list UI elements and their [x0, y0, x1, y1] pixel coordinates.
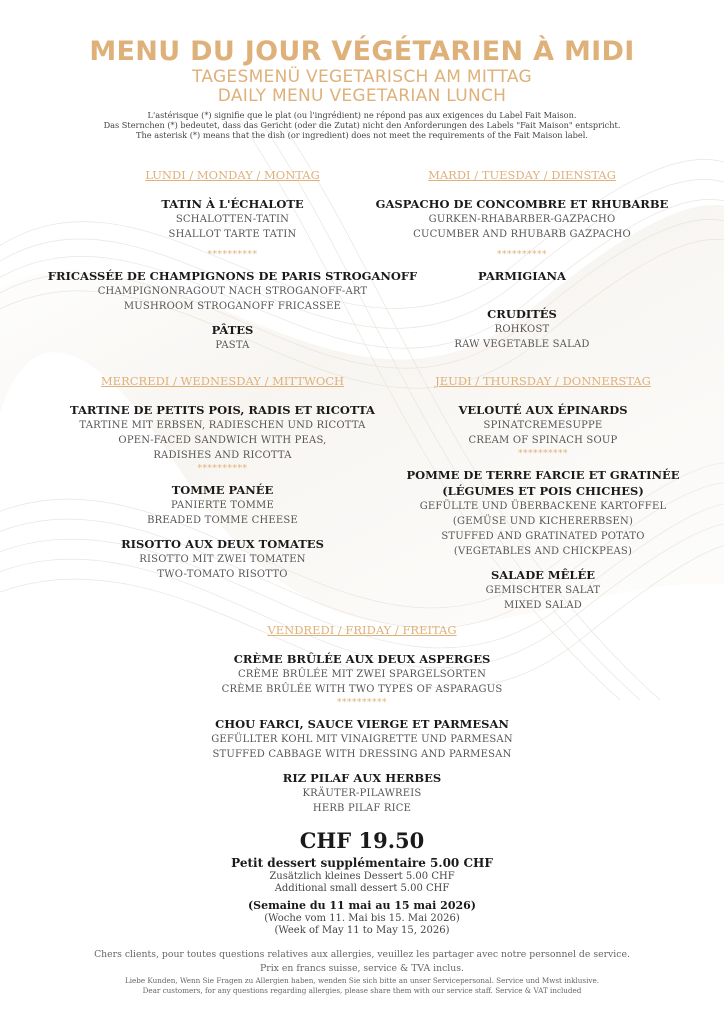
allergy-note-de: Liebe Kunden, Wenn Sie Fragen zu Allergien haben, wenden Sie sich bitte an unser Servicepersonal. Service und Mwst inklusive. — [124, 976, 600, 985]
dish — [385, 402, 701, 448]
dish-name-de: SCHALOTTEN-TATIN — [175, 214, 290, 225]
menu-price: CHF 19.50 — [299, 828, 425, 853]
dish-name-de: KRÄUTER-PILAWREIS — [302, 788, 422, 799]
dish-name: CRÈME BRÛLÉE AUX DEUX ASPERGES — [233, 652, 491, 666]
week-range-de: (Woche vom 11. Mai bis 15. Mai 2026) — [264, 913, 460, 924]
dish-name-en: CREAM OF SPINACH SOUP — [468, 435, 618, 446]
day-wednesday — [60, 374, 385, 590]
asterisk-notes — [0, 110, 724, 140]
dish-name-de: ROHKOST — [494, 324, 550, 335]
separator-stars: ********** — [497, 250, 547, 260]
allergy-note-en: Dear customers, for any questions regarding allergies, please share them with our service staff. Service & VAT included — [142, 986, 582, 995]
day-heading-wednesday: MERCREDI / WEDNESDAY / MITTWOCH — [100, 374, 345, 388]
dish — [60, 482, 385, 528]
separator-stars: ********** — [337, 698, 387, 708]
dish — [162, 770, 562, 816]
dish-name: VELOUTÉ AUX ÉPINARDS — [458, 403, 628, 417]
dish-name: TARTINE DE PETITS POIS, RADIS ET RICOTTA — [70, 403, 375, 417]
dish-name-de: SPINATCREMESUPPE — [483, 420, 603, 431]
dish — [385, 567, 701, 613]
dish-name-de: GEMISCHTER SALAT — [485, 585, 601, 596]
dish-name-en: RAW VEGETABLE SALAD — [454, 339, 590, 350]
dish — [60, 402, 385, 463]
dish — [372, 306, 672, 352]
dish-name: POMME DE TERRE FARCIE ET GRATINÉE — [406, 468, 680, 482]
dish — [372, 196, 672, 242]
separator-stars: ********** — [518, 449, 568, 459]
day-tuesday — [372, 168, 672, 360]
dish-name-en-cont: RADISHES AND RICOTTA — [153, 450, 292, 461]
menu-title-en: DAILY MENU VEGETARIAN LUNCH — [217, 86, 507, 106]
separator-stars: ********** — [207, 250, 258, 260]
dish-name-en: BREADED TOMME CHEESE — [147, 515, 298, 526]
dish-name-en: MUSHROOM STROGANOFF FRICASSEE — [123, 301, 342, 312]
dish-name-de: PANIERTE TOMME — [171, 500, 274, 511]
dish-name: PÂTES — [211, 323, 254, 337]
dish-name-de: GEFÜLLTE UND ÜBERBACKENE KARTOFFEL — [419, 501, 667, 512]
dish-name-en-cont: (VEGETABLES AND CHICKPEAS) — [453, 546, 633, 557]
dish-name-en: CRÈME BRÛLÉE WITH TWO TYPES OF ASPARAGUS — [221, 684, 503, 695]
dish-name-de: CRÈME BRÛLÉE MIT ZWEI SPARGELSORTEN — [237, 669, 487, 680]
day-thursday — [385, 374, 701, 621]
dish — [162, 651, 562, 697]
dish-name-en: MIXED SALAD — [504, 600, 582, 611]
day-heading-thursday: JEUDI / THURSDAY / DONNERSTAG — [435, 374, 651, 388]
dish — [372, 268, 672, 284]
menu-title-de: TAGESMENÜ VEGETARISCH AM MITTAG — [191, 67, 533, 87]
dish-name-en: STUFFED CABBAGE WITH DRESSING AND PARMESAN — [212, 749, 512, 760]
day-heading-tuesday: MARDI / TUESDAY / DIENSTAG — [428, 168, 616, 182]
dish-name: PARMIGIANA — [478, 269, 566, 283]
dish-name-de-cont: (GEMÜSE UND KICHERERBSEN) — [452, 516, 634, 527]
dish-name: TOMME PANÉE — [171, 483, 274, 497]
dish-name-de: RISOTTO MIT ZWEI TOMATEN — [139, 554, 306, 565]
menu-title-fr: MENU DU JOUR VÉGÉTARIEN À MIDI — [89, 36, 635, 67]
dish-name-cont: (LÉGUMES ET POIS CHICHES) — [442, 484, 644, 498]
week-range-fr: (Semaine du 11 mai au 15 mai 2026) — [247, 899, 477, 912]
dish-name-en: OPEN-FACED SANDWICH WITH PEAS, — [118, 435, 327, 446]
dish — [162, 716, 562, 762]
separator-stars: ********** — [197, 464, 248, 474]
day-heading-monday: LUNDI / MONDAY / MONTAG — [145, 168, 320, 182]
dish-name: TATIN À L'ÉCHALOTE — [161, 197, 304, 211]
allergy-note-fr: Chers clients, pour toutes questions relatives aux allergies, veuillez les partager avec notre personnel de service. — [94, 949, 630, 960]
dish-name-de: TARTINE MIT ERBSEN, RADIESCHEN UND RICOTTA — [79, 420, 366, 431]
dish-name: CRUDITÉS — [487, 307, 557, 321]
dish — [60, 536, 385, 582]
dish-name-en: TWO-TOMATO RISOTTO — [157, 569, 288, 580]
dish-name-en: SHALLOT TARTE TATIN — [168, 229, 297, 240]
dish-name: RISOTTO AUX DEUX TOMATES — [121, 537, 324, 551]
dish-name-de: GURKEN-RHABARBER-GAZPACHO — [428, 214, 616, 225]
dessert-price-fr: Petit dessert supplémentaire 5.00 CHF — [231, 856, 493, 870]
dish-name-en: STUFFED AND GRATINATED POTATO — [441, 531, 645, 542]
dish-name-de: CHAMPIGNONRAGOUT NACH STROGANOFF-ART — [97, 286, 368, 297]
dish-name: RIZ PILAF AUX HERBES — [282, 771, 442, 785]
asterisk-note-de: Das Sternchen (*) bedeutet, dass das Gericht (oder die Zutat) nicht den Anforderungen des Labels "Fait Maison" entspricht. — [103, 120, 621, 130]
dish-name: FRICASSÉE DE CHAMPIGNONS DE PARIS STROGANOFF — [47, 269, 418, 283]
dish-name-de: PASTA — [215, 340, 250, 351]
footer — [0, 948, 724, 996]
price-info-fr: Prix en francs suisse, service & TVA inclus. — [260, 963, 464, 974]
price-section — [0, 826, 724, 937]
asterisk-note-fr: L'astérisque (*) signifie que le plat (ou l'ingrédient) ne répond pas aux exigences du Label Fait Maison. — [147, 110, 577, 120]
dish-name-de: GEFÜLLTER KOHL MIT VINAIGRETTE UND PARMESAN — [211, 734, 513, 745]
dish-name-en: CUCUMBER AND RHUBARB GAZPACHO — [413, 229, 631, 240]
dish-name: CHOU FARCI, SAUCE VIERGE ET PARMESAN — [215, 717, 509, 731]
asterisk-note-en: The asterisk (*) means that the dish (or ingredient) does not meet the requirements of the Fait Maison label. — [136, 130, 588, 140]
dish-name: SALADE MÊLÉE — [490, 568, 596, 582]
dish — [385, 467, 701, 559]
day-heading-friday: VENDREDI / FRIDAY / FREITAG — [267, 623, 457, 637]
dessert-price-de: Zusätzlich kleines Dessert 5.00 CHF — [269, 871, 455, 882]
dessert-price-en: Additional small dessert 5.00 CHF — [274, 883, 450, 894]
day-friday — [162, 623, 562, 824]
dish-name-en: HERB PILAF RICE — [312, 803, 412, 814]
week-range-en: (Week of May 11 to May 15, 2026) — [274, 925, 450, 936]
dish-name: GASPACHO DE CONCOMBRE ET RHUBARBE — [375, 197, 669, 211]
